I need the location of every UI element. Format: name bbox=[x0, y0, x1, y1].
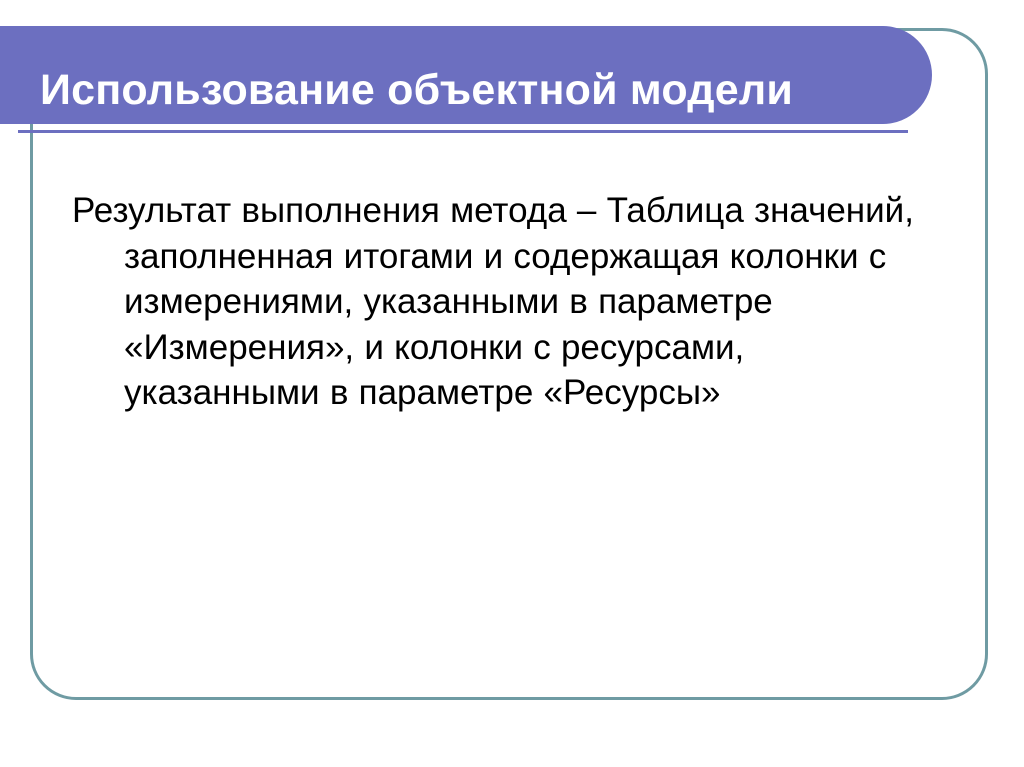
slide-title: Использование объектной модели bbox=[40, 66, 793, 114]
body-paragraph: Результат выполнения метода – Таблица значений, заполненная итогами и содержащая колонки с измерениями, указанными в параметре «Измерения», и колонки с ресурсами, указанными в параметре «Ресурсы» bbox=[72, 191, 914, 412]
title-divider bbox=[18, 130, 908, 133]
slide-body bbox=[72, 188, 942, 416]
title-banner bbox=[0, 26, 932, 124]
